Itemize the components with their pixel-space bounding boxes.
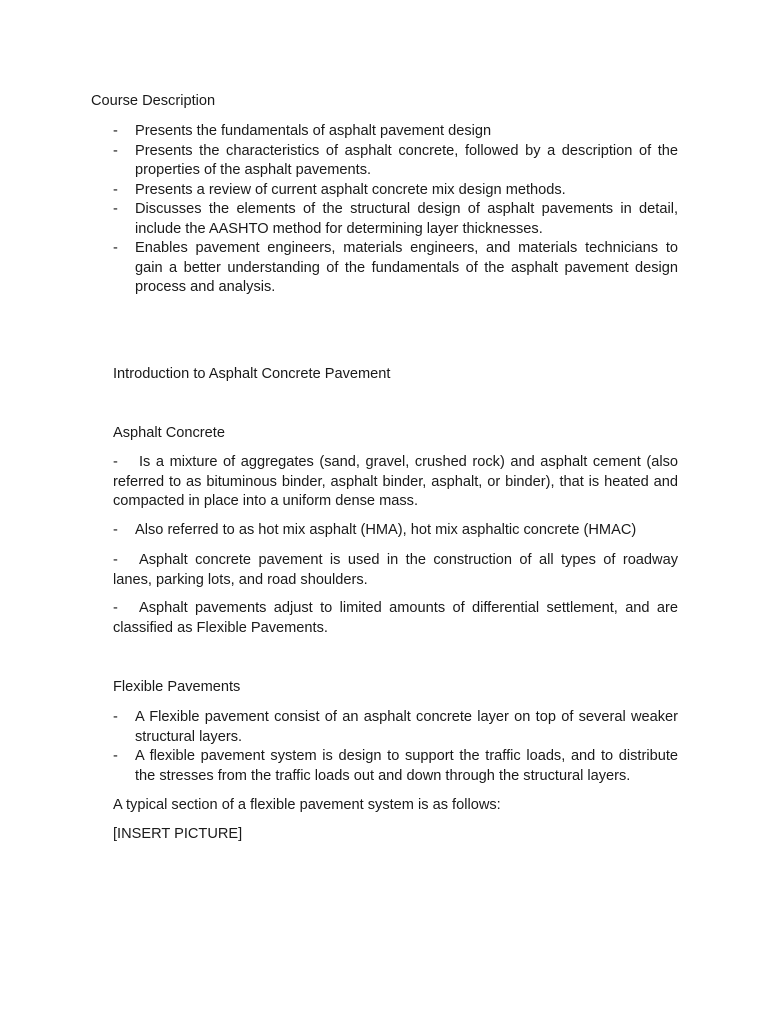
paragraph-text: Also referred to as hot mix asphalt (HMA), hot mix asphaltic concrete (HMAC) [135, 522, 637, 538]
list-item [113, 239, 678, 298]
insert-picture-placeholder: [INSERT PICTURE] [113, 826, 243, 842]
list-item [113, 142, 678, 181]
dash-bullet: - [113, 240, 118, 256]
asphalt-paragraph [113, 599, 678, 638]
dash-bullet: - [113, 552, 118, 568]
asphalt-paragraph [113, 521, 678, 541]
flexible-pavements-list [113, 708, 678, 786]
dash-bullet: - [113, 522, 118, 538]
paragraph-text: Asphalt pavements adjust to limited amounts of differential settlement, and are classified as Flexible Pavements. [113, 600, 678, 636]
list-item-text: Presents the fundamentals of asphalt pavement design [135, 123, 492, 139]
intro-heading: Introduction to Asphalt Concrete Pavement [113, 366, 391, 382]
list-item [113, 181, 678, 201]
course-description-heading: Course Description [91, 93, 216, 109]
asphalt-concrete-heading: Asphalt Concrete [113, 425, 225, 441]
list-item [113, 122, 678, 142]
paragraph-text: Is a mixture of aggregates (sand, gravel, crushed rock) and asphalt cement (also referred to as bituminous binder, asphalt binder, asphalt, or binder), that is heated and compacted in place into a uniform dense mass. [113, 454, 678, 509]
course-description-list [113, 122, 678, 298]
list-item-text: A flexible pavement system is design to support the traffic loads, and to distribute the stresses from the traffic loads out and down through the structural layers. [135, 748, 678, 784]
dash-bullet: - [113, 454, 118, 470]
list-item-text: A Flexible pavement consist of an asphalt concrete layer on top of several weaker structural layers. [135, 709, 678, 745]
list-item [113, 200, 678, 239]
paragraph-text: Asphalt concrete pavement is used in the construction of all types of roadway lanes, parking lots, and road shoulders. [113, 552, 678, 588]
dash-bullet: - [113, 600, 118, 616]
list-item-text: Presents the characteristics of asphalt concrete, followed by a description of the properties of the asphalt pavements. [135, 142, 678, 178]
list-item-text: Discusses the elements of the structural design of asphalt pavements in detail, include the AASHTO method for determining layer thicknesses. [135, 201, 678, 237]
section-description-text: A typical section of a flexible pavement system is as follows: [113, 797, 501, 813]
list-item [113, 747, 678, 786]
list-item [113, 708, 678, 747]
dash-bullet: - [113, 142, 118, 159]
list-item-text: Presents a review of current asphalt concrete mix design methods. [135, 181, 566, 198]
asphalt-paragraph [113, 453, 678, 512]
dash-bullet: - [113, 709, 118, 725]
dash-bullet: - [113, 181, 118, 198]
asphalt-paragraph [113, 551, 678, 590]
dash-bullet: - [113, 201, 118, 217]
dash-bullet: - [113, 748, 118, 764]
list-item-text: Enables pavement engineers, materials engineers, and materials technicians to gain a better understanding of the fundamentals of the asphalt pavement design process and analysis. [135, 240, 678, 295]
dash-bullet: - [113, 123, 118, 139]
flexible-pavements-heading: Flexible Pavements [113, 679, 241, 695]
